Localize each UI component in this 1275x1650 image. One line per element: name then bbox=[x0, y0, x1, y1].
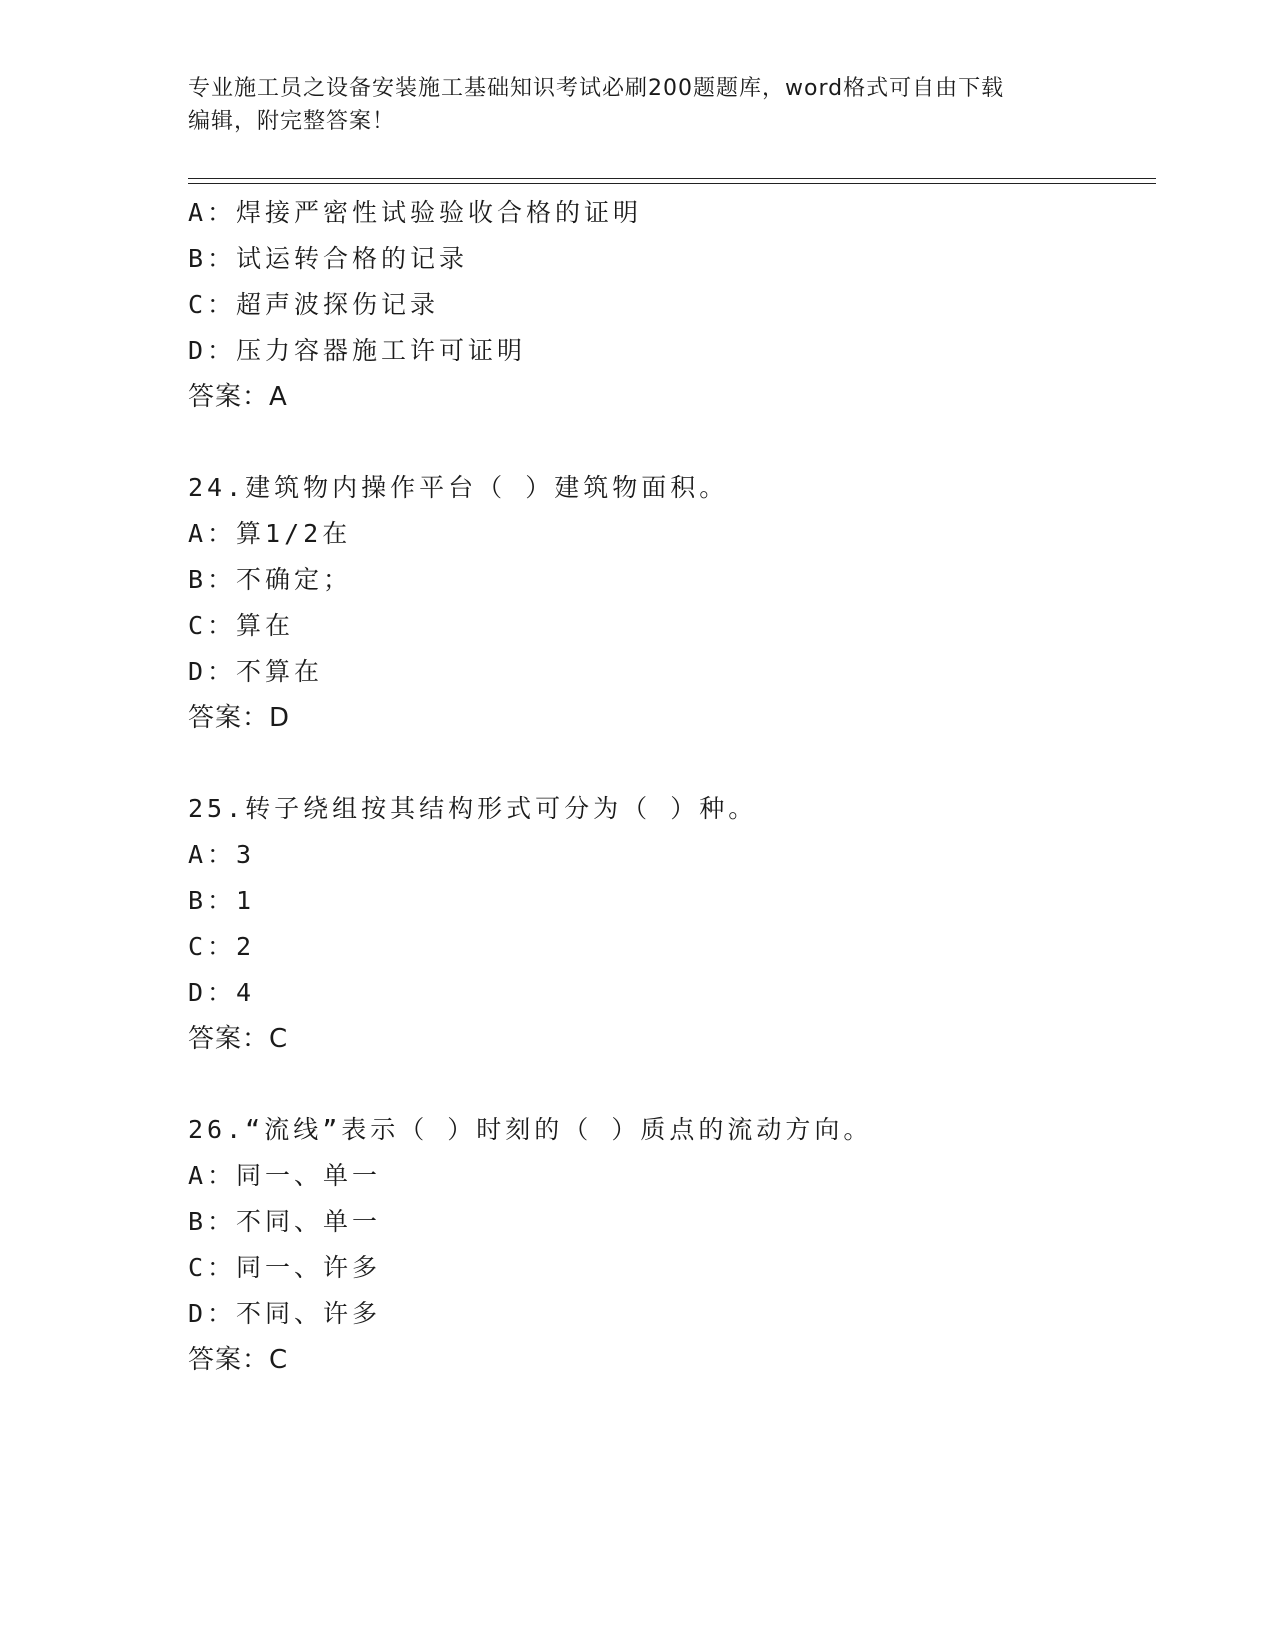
document-body bbox=[188, 190, 1148, 1383]
option-d: D：不同、许多 bbox=[188, 1299, 382, 1328]
answer: 答案：D bbox=[188, 703, 291, 733]
option-d: D：4 bbox=[188, 978, 256, 1007]
header-divider-bottom bbox=[188, 183, 1156, 184]
option-d: D：不算在 bbox=[188, 657, 324, 686]
answer: 答案：C bbox=[188, 1345, 289, 1375]
header-divider-top bbox=[188, 178, 1156, 179]
option-c: C：同一、许多 bbox=[188, 1253, 382, 1282]
option-a: A：同一、单一 bbox=[188, 1161, 382, 1190]
question-stem: 25.转子绕组按其结构形式可分为（ ）种。 bbox=[188, 794, 758, 823]
document-title-line-1: 专业施工员之设备安装施工基础知识考试必刷200题题库，word格式可自由下载 bbox=[188, 76, 1005, 101]
option-b: B：1 bbox=[188, 886, 256, 915]
question-stem: 24.建筑物内操作平台（ ）建筑物面积。 bbox=[188, 473, 729, 502]
answer: 答案：C bbox=[188, 1024, 289, 1054]
question-block-23-continued bbox=[188, 190, 1148, 420]
option-d: D：压力容器施工许可证明 bbox=[188, 336, 527, 365]
question-block-25 bbox=[188, 786, 1148, 1062]
document-title-line-2: 编辑，附完整答案！ bbox=[188, 109, 396, 134]
option-a: A：焊接严密性试验验收合格的证明 bbox=[188, 198, 643, 227]
question-stem: 26.“流线”表示（ ）时刻的（ ）质点的流动方向。 bbox=[188, 1115, 873, 1144]
question-block-26 bbox=[188, 1107, 1148, 1383]
answer: 答案：A bbox=[188, 382, 288, 412]
option-b: B：试运转合格的记录 bbox=[188, 244, 469, 273]
option-b: B：不确定； bbox=[188, 565, 353, 594]
page-header bbox=[188, 72, 1088, 138]
option-c: C：超声波探伤记录 bbox=[188, 290, 440, 319]
option-b: B：不同、单一 bbox=[188, 1207, 382, 1236]
option-a: A：3 bbox=[188, 840, 256, 869]
option-c: C：2 bbox=[188, 932, 256, 961]
option-a: A：算1/2在 bbox=[188, 519, 352, 548]
question-block-24 bbox=[188, 465, 1148, 741]
option-c: C：算在 bbox=[188, 611, 295, 640]
